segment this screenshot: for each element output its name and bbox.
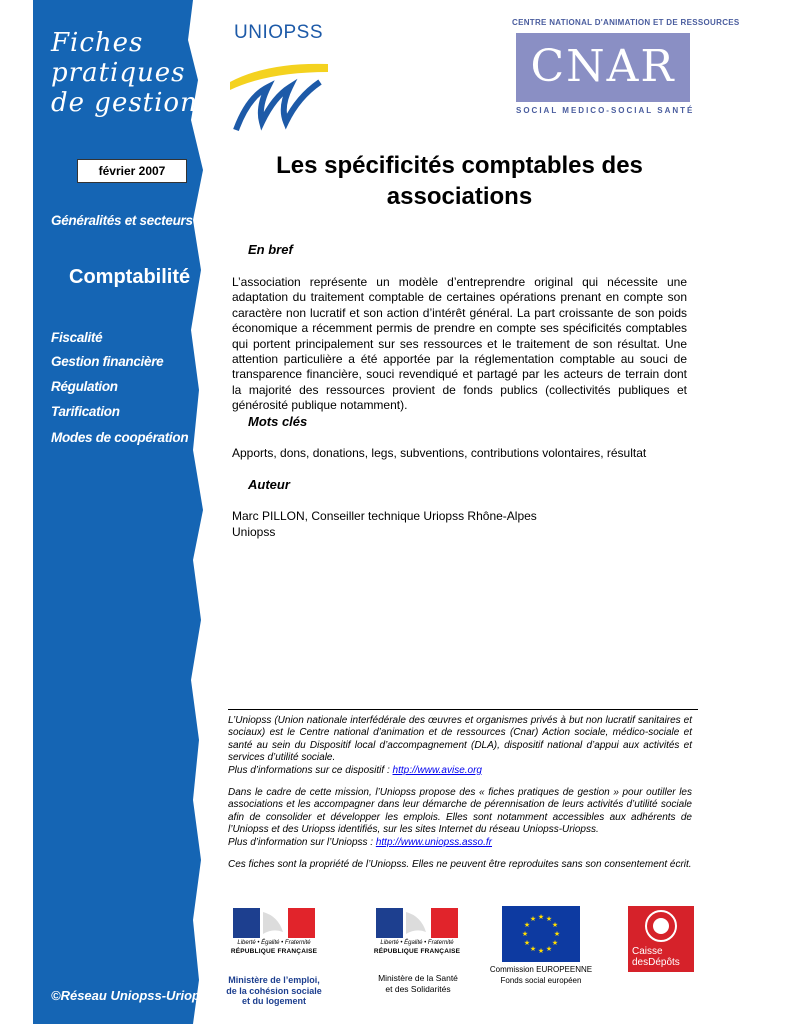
footer-rule	[228, 709, 698, 710]
cdc-seal-icon	[628, 906, 694, 946]
rf-label: RÉPUBLIQUE FRANÇAISE	[230, 948, 318, 955]
section-heading-mots-cles: Mots clés	[248, 414, 308, 429]
svg-text:★: ★	[523, 939, 531, 947]
ministry-line: Ministère de l’emploi,	[228, 975, 320, 985]
ministry-sante	[366, 973, 470, 994]
cdc-text-line: Caisse	[632, 946, 663, 957]
cnar-subtitle: SOCIAL MEDICO-SOCIAL SANTÉ	[516, 106, 695, 115]
ministry-line: et des Solidarités	[385, 983, 451, 994]
rf-motto: Liberté • Égalité • Fraternité	[380, 940, 454, 946]
svg-text:★: ★	[545, 915, 553, 923]
svg-text:★: ★	[553, 930, 561, 938]
section-heading-auteur: Auteur	[248, 477, 290, 492]
date-badge: février 2007	[77, 159, 187, 183]
sidebar-background	[33, 0, 205, 1024]
copyright: ©Réseau Uniopss-Uriopss	[51, 988, 215, 1003]
sidebar-item-generalites[interactable]: Généralités et secteurs	[51, 213, 193, 228]
svg-text:★: ★	[529, 945, 537, 953]
page-title: Les spécificités comptables des associations	[276, 152, 643, 210]
eu-stars-icon	[502, 906, 580, 962]
svg-text:★: ★	[551, 939, 559, 947]
sidebar-title-line: Fiches	[51, 28, 144, 58]
uniopss-logo-text: UNIOPSS	[234, 22, 324, 43]
svg-text:★: ★	[545, 945, 553, 953]
avise-link[interactable]: http://www.avise.org	[392, 764, 482, 776]
cnar-logo	[512, 18, 740, 118]
svg-text:★: ★	[537, 913, 545, 921]
mots-cles-text: Apports, dons, donations, legs, subventions, contributions volontaires, résultat	[232, 446, 647, 460]
ministry-emploi	[222, 975, 326, 1007]
marianne-flag-icon	[233, 908, 315, 938]
footer-paragraph-copyright: Ces fiches sont la propriété de l’Uniopss. Elles ne peuvent être reproduites sans son consentement écrit.	[228, 859, 692, 870]
uniopss-logo	[228, 22, 338, 122]
auteur-org: Uniopss	[232, 525, 276, 539]
en-bref-text: L’association représente un modèle d’entreprendre original qui nécessite une adaptation du traitement comptable de certaines opérations prenant en compte son caractère non lucratif et son action d’intérêt général. La part croissante de son poids économique a récemment permis de prendre en compte ses spécificités comptables qui portent principalement sur ses ressources et le traitement de son résultat. Une attention particulière a été apportée par la réglementation comptable au souci de transparence financière, souci revendiqué et partagé par les acteurs de terrain dont la majorité des ressources provient de fonds publics (collectivités publiques et générosité publique notamment).	[232, 275, 687, 413]
sidebar-title	[51, 28, 198, 118]
svg-text:★: ★	[551, 921, 559, 929]
uniopss-link[interactable]: http://www.uniopss.asso.fr	[375, 836, 493, 848]
eu-caption	[486, 965, 596, 986]
rf-motto: Liberté • Égalité • Fraternité	[237, 940, 311, 946]
sidebar-title-line: de gestion	[51, 88, 198, 118]
sidebar-item-regulation[interactable]: Régulation	[51, 379, 118, 394]
sidebar-item-gestion-financiere[interactable]: Gestion financière	[51, 354, 164, 369]
caisse-des-depots-logo	[628, 906, 694, 972]
cnar-wordmark: CNAR	[530, 41, 676, 92]
footer-link-label: Plus d’information sur l’Uniopss :	[228, 836, 376, 848]
sidebar-item-tarification[interactable]: Tarification	[51, 404, 120, 419]
ministry-line: et du logement	[241, 996, 306, 1006]
auteur-line: Marc PILLON, Conseiller technique Uriopss Rhône-Alpes	[232, 509, 537, 523]
sidebar-item-modes-cooperation[interactable]: Modes de coopération	[51, 430, 189, 445]
cdc-text-line: desDépôts	[632, 957, 680, 968]
svg-text:★: ★	[521, 930, 529, 938]
svg-text:★: ★	[537, 947, 545, 955]
eu-caption-line: Commission EUROPEENNE	[489, 965, 593, 974]
cdc-text	[632, 946, 680, 968]
ministry-line: de la cohésion sociale	[226, 985, 322, 996]
rf-label: RÉPUBLIQUE FRANÇAISE	[373, 948, 461, 955]
footer-paragraph-dla	[228, 715, 692, 777]
cnar-box	[516, 33, 690, 102]
ministry-line: Ministère de la Santé	[378, 973, 458, 983]
sidebar	[33, 0, 215, 1024]
cnar-top-text: CENTRE NATIONAL D'ANIMATION ET DE RESSOURCES	[512, 18, 740, 27]
footer-text: Dans le cadre de cette mission, l’Uniopss propose des « fiches pratiques de gestion » pour outiller les associations et les accompagner dans leur démarche de pérennisation de leurs activités d’utilité sociale afin de consolider et développer les emplois. Elles sont notamment accessibles aux adhérents de l’Uniopss et des Uriopss identifiés, sur les sites Internet du réseau Uniopss-Uriopss.	[228, 787, 692, 836]
section-heading-en-bref: En bref	[248, 242, 293, 257]
svg-text:★: ★	[523, 921, 531, 929]
eu-caption-line: Fonds social européen	[500, 975, 582, 985]
footer-paragraph-mission	[228, 787, 692, 849]
sidebar-item-comptabilite[interactable]: Comptabilité	[69, 266, 191, 288]
eu-flag-icon	[502, 906, 580, 962]
sidebar-item-fiscalite[interactable]: Fiscalité	[51, 330, 103, 345]
uniopss-swoosh-icon	[228, 42, 338, 142]
svg-text:★: ★	[529, 915, 537, 923]
footer-link-label: Plus d’informations sur ce dispositif :	[228, 764, 393, 776]
sidebar-title-line: pratiques	[51, 58, 186, 88]
footer-text: L’Uniopss (Union nationale interfédérale des œuvres et organismes privés à but non lucratif sanitaires et sociaux) est le Centre national d’animation et de ressources (Cnar) Action sociale, médico-sociale et santé au sein du Dispositif local d’accompagnement (DLA), dispositif national d’appui aux activités et services d’utilité sociale.	[228, 715, 692, 764]
marianne-flag-icon	[376, 908, 458, 938]
